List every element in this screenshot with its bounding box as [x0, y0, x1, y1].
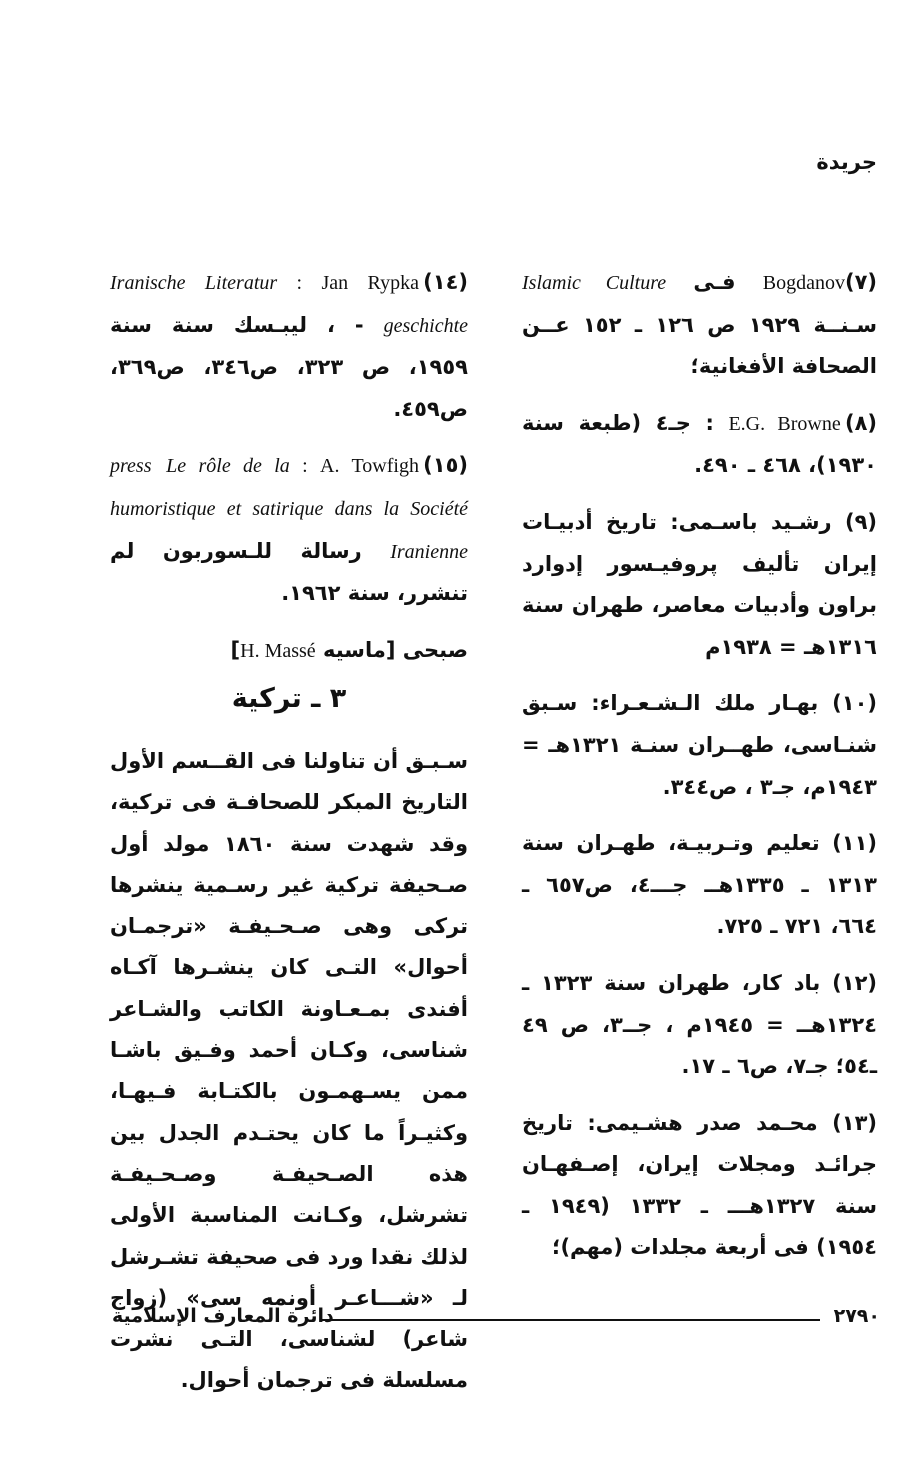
work-title-latin: Le rôle de la	[166, 455, 290, 478]
footnote-number: (١٥)	[423, 453, 469, 478]
footer-divider	[320, 1319, 820, 1321]
footnote-number: (٧)	[844, 270, 878, 294]
footnote-12: (١٢) باد كار، طهران سنة ١٣٢٣ ـ ١٣٢٤هــ = ١٩٤٥م ، جــ٣، ص ٤٩ ـ٥٤؛ جـ٧، ص٦ ـ ١٧.	[522, 970, 878, 1079]
section-heading: ٣ ـ تركية	[231, 683, 347, 715]
left-column	[110, 262, 468, 1423]
footnote-text: رسالة للـسوربون لم تنشرر، سنة ١٩٦٢.	[110, 538, 468, 606]
footnote-11: (١١) تعليم وتـربيـة، طهـران سنة ١٣١٣ ـ ١٣٣٥هــ جـــ٤، ص٦٥٧ ـ ٦٦٤، ٧٢١ ـ ٧٢٥.	[522, 831, 877, 939]
author-latin: Jan Rypka	[321, 272, 419, 294]
work-title-latin: Islamic Culture	[522, 272, 667, 294]
footnote-text: : جـ٤ (طبعة سنة ١٩٣٠)، ٤٦٨ ـ ٤٩٠.	[522, 410, 877, 478]
footnote-8	[522, 403, 877, 487]
footnote-7	[522, 262, 877, 388]
footnote-10: (١٠) بهـار ملك الـشـعـراء: سـبق شنـاسى، طهــران سنـة ١٣٢١هـ = ١٩٤٣م، جـ٣ ، ص٣٤٤.	[522, 691, 877, 799]
journal-title: دائرة المعارف الإسلامية	[112, 1305, 334, 1327]
author-latin: A. Towfigh	[320, 455, 419, 478]
footnote-number: (١٤)	[423, 270, 469, 294]
footnote-15: (١٥) A. Towfigh : Le rôle de la press humoristique et satirique dans la Société Iranienne رسالة للـسوربون لم تنشرر، سنة ١٩٦٢.	[110, 453, 469, 606]
author-latin: Bogdanov	[762, 272, 845, 294]
footnote-text: فـى	[666, 270, 763, 294]
work-title-latin: geschichte	[383, 314, 468, 337]
page-number: ٢٧٩٠	[833, 1305, 880, 1327]
footnote-text: سـنــة ١٩٢٩ ص ١٢٦ ـ ١٥٢ عــن الصحافة الأفغانية؛	[522, 312, 877, 379]
footnote-number: (٨)	[844, 410, 877, 435]
body-paragraph: سـبـق أن تناولنا فى القــسم الأول التاريخ المبكر للصحافـة فى تركية، وقد شهدت سنة ١٨٦٠ مولد أول صـحيفة تركية غير رسـمية ينشرها تركى وهى صـحـيفـة «ترجمـان أحوال» التـى كان ينشـرها آكـاه أفندى بمـعـاونة الكاتب والشـاعر شناسى، وكـان أحمد وفـيق باشـا ممن يسـهمـون بالكتـابة فـيهـا، وكثيـراً ما كان يحتـدم الجدل بين هذه الصـحيفـة وصـحـيفـة تشرشل، وكـانت المناسبة الأولى لذلك نقدا ورد فى صحيفة تشـرشل لـ «شـــاعـر أونمه سى» (زواج شاعر) لشناسى، التـى نشرت مسلسلة فى ترجمان أحوال.	[110, 748, 469, 1393]
work-title-latin: Iranische Literatur	[110, 272, 278, 294]
right-column	[522, 262, 877, 1284]
page-footer	[112, 1303, 880, 1343]
work-title-latin: press humoristique et satirique dans la Société Iranienne	[110, 455, 468, 563]
author-latin: E.G. Browne	[728, 412, 841, 435]
page-header-title: جريدة	[816, 150, 877, 174]
author-signature: صبحى [ماسيه H. Massé]	[230, 637, 468, 662]
footnote-14: (١٤) Jan Rypka : Iranische Literatur geschichte - ، ليبـسك سنة سنة ١٩٥٩، ص ٣٢٣، ص٣٤٦، ص٣٦٩، ص٤٥٩.	[110, 270, 469, 421]
footnote-text: - ، ليبـسك سنة سنة ١٩٥٩، ص ٣٢٣، ص٣٤٦، ص٣٦٩، ص٤٥٩.	[110, 312, 468, 421]
footnote-13: (١٣) محـمد صدر هشـيمى: تاريخ جرائـد ومجلات إيران، إصـفهـان سنة ١٣٢٧هـــ ـ ١٣٣٢ (١٩٤٩ ـ ١٩٥٤) فى أربعة مجلدات (مهم)؛	[522, 1110, 877, 1260]
footnote-9: (٩) رشـيد باسـمى: تاريخ أدبيـات إيران تأليف پروفيـسور إدوارد براون وأدبيات معاصر، طهران سنة ١٣١٦هـ = ١٩٣٨م	[522, 509, 877, 659]
